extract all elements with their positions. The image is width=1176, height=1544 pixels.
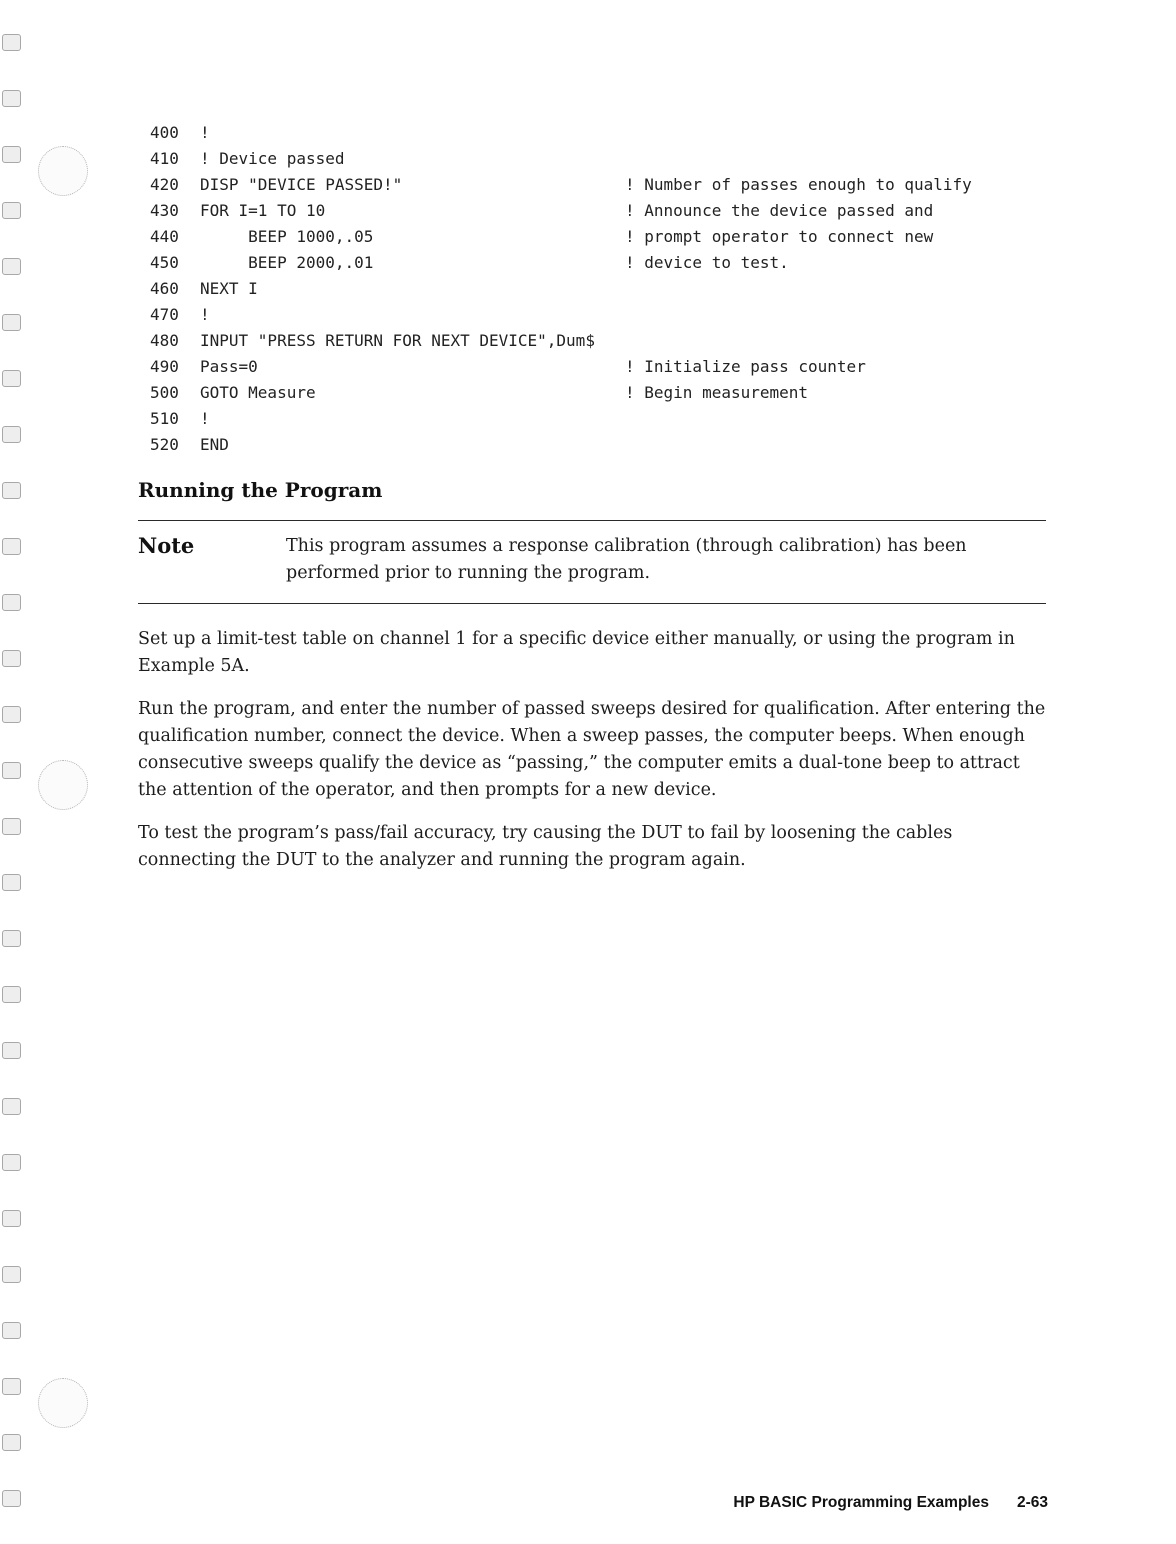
binding-mark xyxy=(2,90,21,107)
binding-mark xyxy=(2,762,21,779)
binding-mark xyxy=(2,874,21,891)
binding-mark xyxy=(2,594,21,611)
binding-mark xyxy=(2,1378,21,1395)
code-comment: ! prompt operator to connect new xyxy=(625,227,934,246)
binding-mark xyxy=(2,370,21,387)
binding-mark xyxy=(2,1210,21,1227)
section-heading: Running the Program xyxy=(138,478,383,502)
code-line xyxy=(150,354,972,380)
binding-mark xyxy=(2,986,21,1003)
line-number: 460 xyxy=(150,279,179,298)
line-number: 470 xyxy=(150,305,179,324)
punch-hole xyxy=(38,1378,88,1428)
code-line xyxy=(150,380,972,406)
line-number: 400 xyxy=(150,123,179,142)
line-number: 410 xyxy=(150,149,179,168)
code-line xyxy=(150,120,972,146)
code-text: ! Device passed xyxy=(200,149,345,168)
note-bottom-rule xyxy=(138,603,1046,604)
note-text: This program assumes a response calibration (through calibration) has been performed prior to running the program. xyxy=(286,536,967,583)
code-line xyxy=(150,432,972,458)
binding-mark xyxy=(2,258,21,275)
code-comment: ! Announce the device passed and xyxy=(625,201,934,220)
code-text: BEEP 1000,.05 xyxy=(200,227,374,246)
code-comment: ! device to test. xyxy=(625,253,789,272)
line-number: 440 xyxy=(150,227,179,246)
code-line xyxy=(150,172,972,198)
line-number: 430 xyxy=(150,201,179,220)
note-label: Note xyxy=(138,533,195,558)
line-number: 490 xyxy=(150,357,179,376)
code-text: Pass=0 xyxy=(200,357,258,376)
code-text: ! xyxy=(200,409,210,428)
spiral-binding-marks xyxy=(0,0,30,1544)
code-text: ! xyxy=(200,123,210,142)
code-line xyxy=(150,224,972,250)
code-text: FOR I=1 TO 10 xyxy=(200,201,326,220)
punch-hole xyxy=(38,146,88,196)
binding-mark xyxy=(2,1042,21,1059)
code-line xyxy=(150,302,972,328)
binding-mark xyxy=(2,818,21,835)
code-text: ! xyxy=(200,305,210,324)
code-comment: ! Number of passes enough to qualify xyxy=(625,175,972,194)
binding-mark xyxy=(2,314,21,331)
page-number: 2-63 xyxy=(1016,1494,1048,1511)
binding-mark xyxy=(2,202,21,219)
punch-hole xyxy=(38,760,88,810)
code-line xyxy=(150,198,972,224)
binding-mark xyxy=(2,930,21,947)
footer-title: HP BASIC Programming Examples xyxy=(733,1494,989,1511)
content-column xyxy=(138,478,1046,890)
binding-mark xyxy=(2,1434,21,1451)
binding-mark xyxy=(2,1266,21,1283)
note-box xyxy=(138,521,1046,603)
binding-mark xyxy=(2,426,21,443)
code-line xyxy=(150,406,972,432)
page-footer xyxy=(733,1494,1048,1512)
code-listing xyxy=(150,120,972,458)
code-comment: ! Begin measurement xyxy=(625,383,809,402)
line-number: 510 xyxy=(150,409,179,428)
code-line xyxy=(150,328,972,354)
code-comment: ! Initialize pass counter xyxy=(625,357,866,376)
code-line xyxy=(150,146,972,172)
binding-mark xyxy=(2,1098,21,1115)
code-line xyxy=(150,276,972,302)
paragraph: To test the program’s pass/fail accuracy, try causing the DUT to fail by loosening the cables connecting the DUT to the analyzer and running the program again. xyxy=(138,823,953,870)
binding-mark xyxy=(2,650,21,667)
code-text: DISP "DEVICE PASSED!" xyxy=(200,175,403,194)
code-line xyxy=(150,250,972,276)
line-number: 420 xyxy=(150,175,179,194)
code-text: BEEP 2000,.01 xyxy=(200,253,374,272)
paragraph: Set up a limit-test table on channel 1 for a specific device either manually, or using the program in Example 5A. xyxy=(138,629,1015,676)
code-text: NEXT I xyxy=(200,279,258,298)
code-text: INPUT "PRESS RETURN FOR NEXT DEVICE",Dum$ xyxy=(200,331,595,350)
binding-mark xyxy=(2,482,21,499)
binding-mark xyxy=(2,34,21,51)
binding-mark xyxy=(2,1490,21,1507)
binding-mark xyxy=(2,706,21,723)
line-number: 520 xyxy=(150,435,179,454)
code-text: END xyxy=(200,435,229,454)
paragraph: Run the program, and enter the number of passed sweeps desired for qualification. After entering the qualification number, connect the device. When a sweep passes, the computer beeps. When enough consecutive sweeps qualify the device as “passing,” the computer emits a dual-tone beep to attract the attention of the operator, and then prompts for a new device. xyxy=(138,699,1046,800)
line-number: 500 xyxy=(150,383,179,402)
code-text: GOTO Measure xyxy=(200,383,316,402)
line-number: 480 xyxy=(150,331,179,350)
line-number: 450 xyxy=(150,253,179,272)
binding-mark xyxy=(2,1154,21,1171)
body-paragraphs xyxy=(138,626,1046,874)
binding-mark xyxy=(2,538,21,555)
binding-mark xyxy=(2,1322,21,1339)
binding-mark xyxy=(2,146,21,163)
